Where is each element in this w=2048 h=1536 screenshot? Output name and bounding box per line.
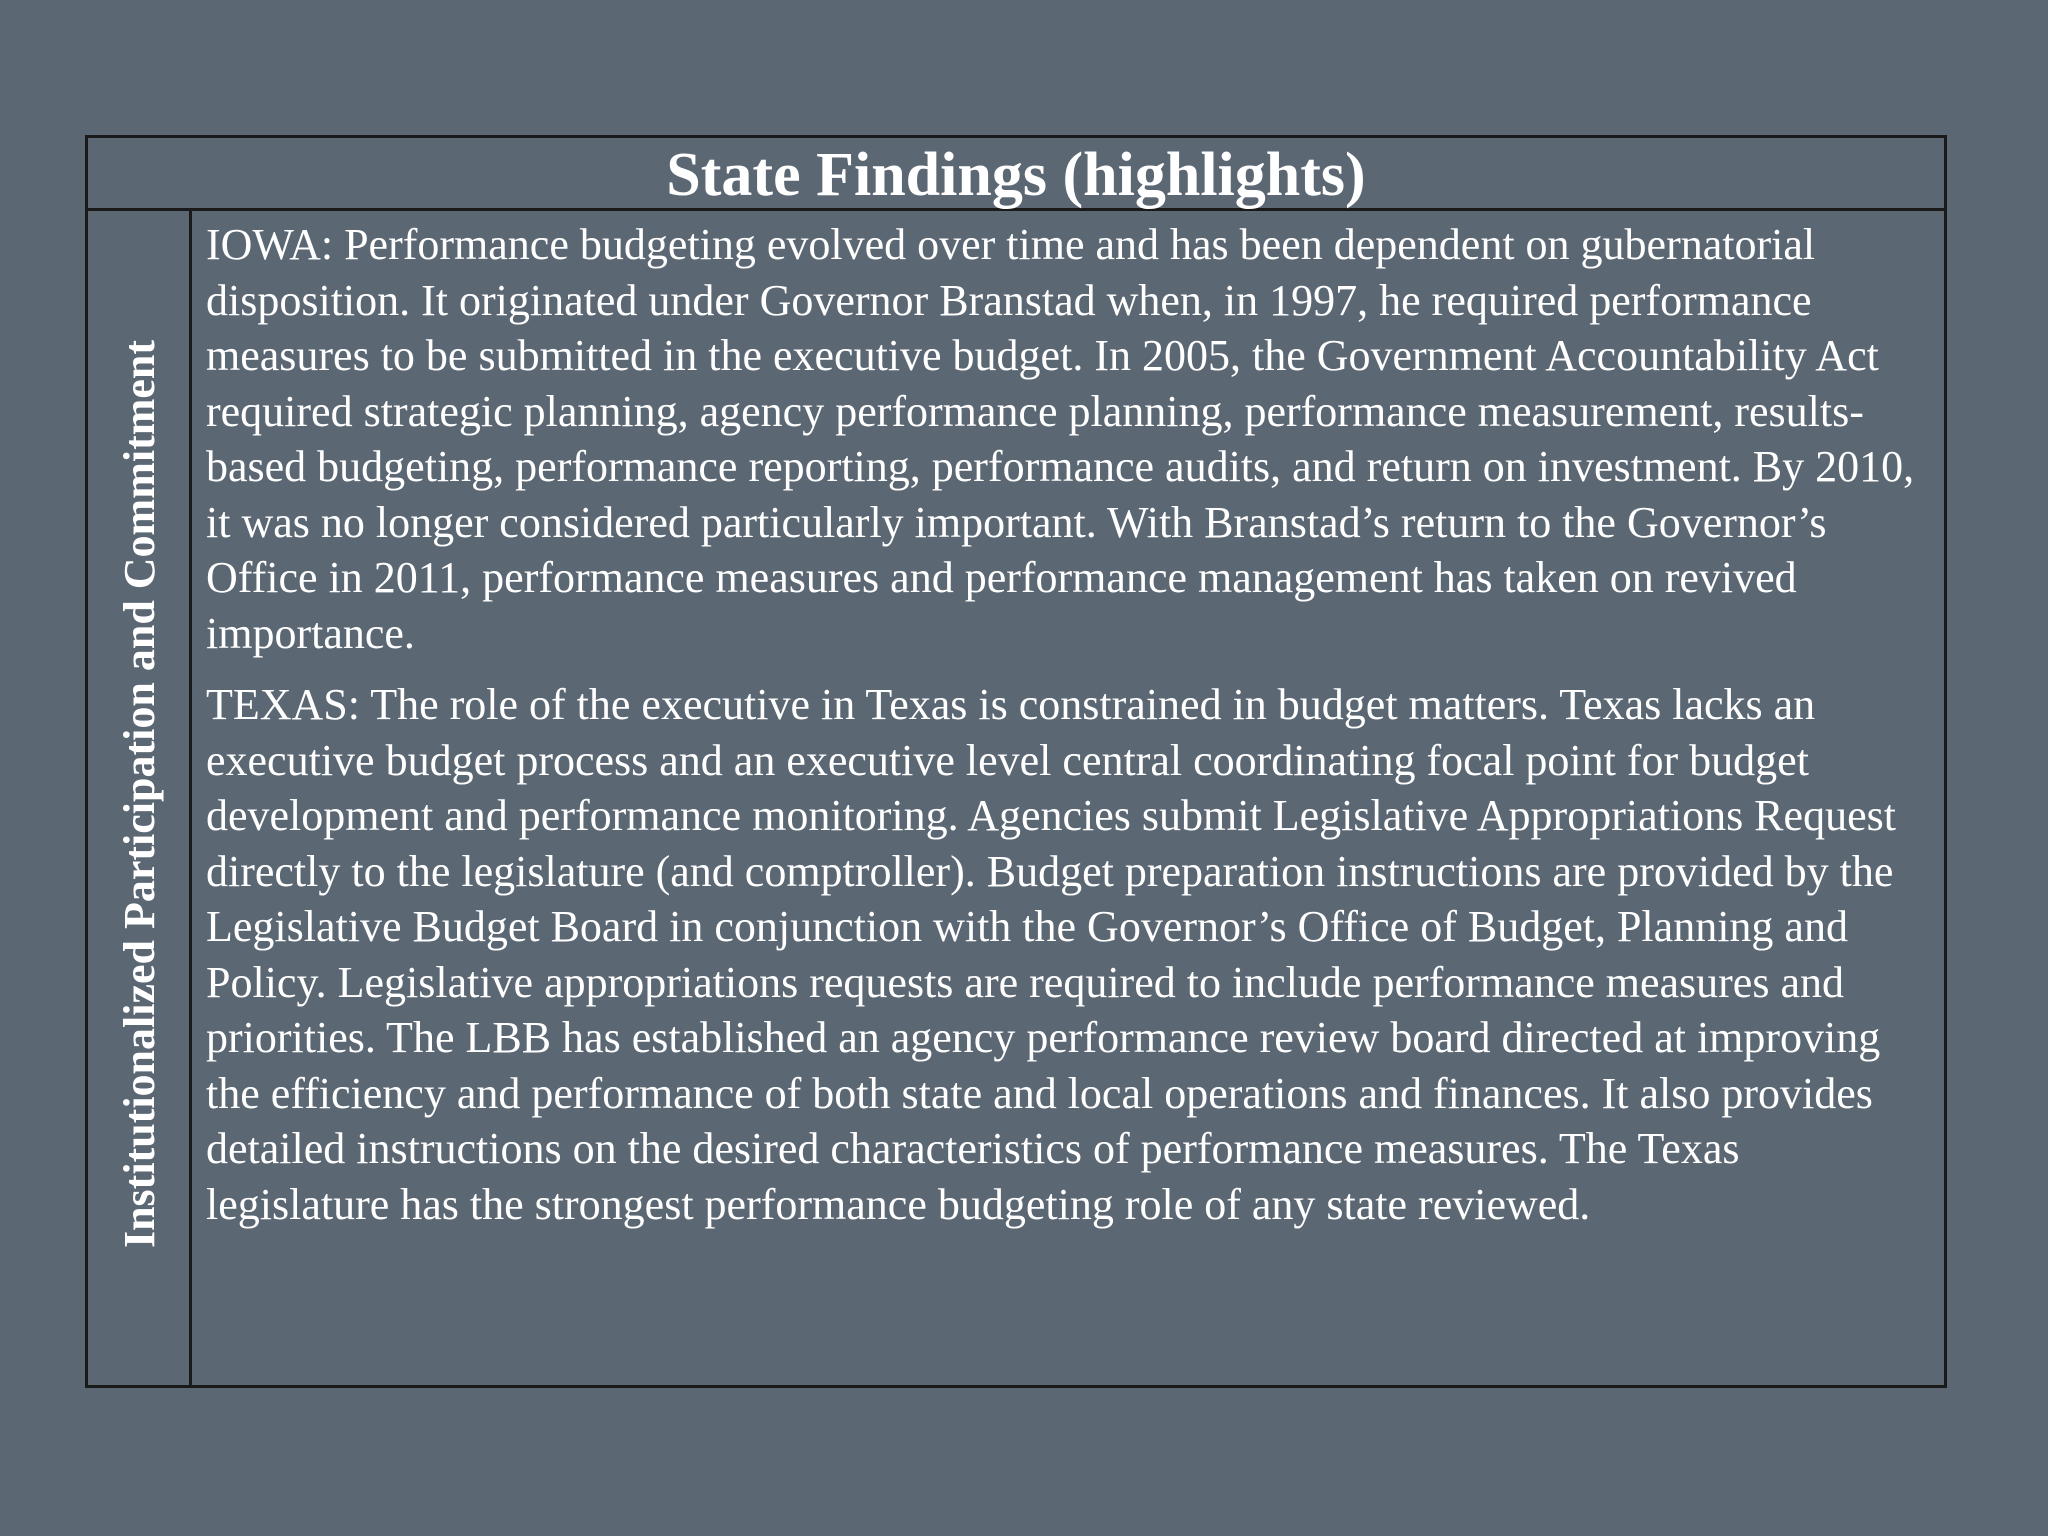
findings-table (85, 135, 1947, 1388)
findings-content (206, 217, 1930, 1385)
slide-title: State Findings (highlights) (666, 141, 1366, 209)
texas-paragraph: TEXAS: The role of the executive in Texas is constrained in budget matters. Texas lacks an executive budget process and an executive level central coordinating focal point for budget development and performance monitoring. Agencies submit Legislative Appropriations Request directly to the legislature (and comptroller). Budget preparation instructions are provided by the Legislative Budget Board in conjunction with the Governor’s Office of Budget, Planning and Policy. Legislative appropriations requests are required to include performance measures and priorities. The LBB has established an agency performance review board directed at improving the efficiency and performance of both state and local operations and finances. It also provides detailed instructions on the desired characteristics of performance measures. The Texas legislature has the strongest performance budgeting role of any state reviewed. (206, 680, 1896, 1229)
title-row (88, 138, 1944, 211)
iowa-paragraph: IOWA: Performance budgeting evolved over time and has been dependent on gubernatorial disposition. It originated under Governor Branstad when, in 1997, he required performance measures to be submitted in the executive budget. In 2005, the Government Accountability Act required strategic planning, agency performance planning, performance measurement, results-based budgeting, performance reporting, performance audits, and return on investment. By 2010, it was no longer considered particularly important. With Branstad’s return to the Governor’s Office in 2011, performance measures and performance management has taken on revived importance. (206, 220, 1915, 658)
side-label: Institutionalized Participation and Commitment (115, 339, 164, 1249)
side-label-cell (88, 211, 192, 1385)
